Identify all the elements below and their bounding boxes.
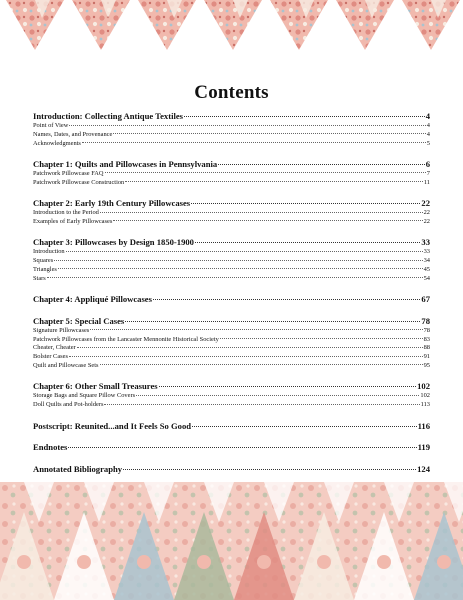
toc-entry-page: 102 [417,381,430,392]
toc-entry-title: Postscript: Reunited...and It Feels So Good [33,420,192,431]
dot-leader [220,338,423,339]
toc-entry [33,442,430,453]
toc-subentry-title: Bolster Cases [33,353,68,361]
toc-subentry [33,131,430,140]
quilt-border-top [0,0,463,58]
toc-subentry-page: 11 [423,178,430,186]
toc-subentry-page: 54 [423,274,430,282]
toc-section [33,159,430,188]
toc-subentry [33,209,430,218]
toc-entry [33,294,430,305]
dot-leader [69,125,425,126]
quilt-flower [257,555,271,569]
toc-entry-title: Introduction: Collecting Antique Textiles [33,111,184,121]
toc-subentry-title: Patchwork Pillowcases from the Lancaster Mennonite Historical Society [33,335,219,343]
dot-leader [47,277,423,278]
toc-subentry-page: 7 [426,169,430,177]
toc-subentry-title: Examples of Early Pillowcases [33,217,113,225]
quilt-flower [377,555,391,569]
toc-subentry-page: 22 [423,217,430,225]
toc-subentry-page: 34 [423,257,430,265]
dot-leader [58,268,423,269]
toc-section [33,464,430,475]
toc-entry-page: 119 [417,442,430,453]
quilt-border-bottom [0,482,463,600]
dot-leader [105,172,426,173]
toc-subentry-title: Doll Quilts and Pot-holders [33,401,104,409]
toc-subentry [33,344,430,353]
dot-leader [82,142,426,143]
toc-subentry [33,392,430,401]
dot-leader [136,395,419,396]
toc-subentry-page: 33 [423,248,430,256]
toc-entry-title: Chapter 2: Early 19th Century Pillowcases [33,198,191,209]
quilt-flower [17,555,31,569]
toc-entry-title: Chapter 5: Special Cases [33,315,125,326]
toc-subentry-page: 102 [420,392,430,400]
dot-leader [123,469,416,470]
toc-subentry-title: Squares [33,257,54,265]
page-title: Contents [194,82,269,103]
toc-subentry-title: Patchwork Pillowcase FAQ [33,169,104,177]
toc-subentry [33,218,430,227]
toc-subentry [33,248,430,257]
dot-leader [184,116,425,117]
toc-subentry [33,266,430,275]
toc-subentry [33,257,430,266]
toc-entry-title: Chapter 4: Appliqué Pillowcases [33,294,152,305]
dot-leader [100,364,423,365]
toc-entry [33,381,430,392]
dot-leader [125,181,423,182]
toc-subentry-title: Stars [33,274,46,282]
toc-entry [33,316,430,327]
toc-subentry-title: Introduction [33,248,65,256]
toc-section [33,111,430,148]
toc-subentry-title: Names, Dates, and Provenance [33,130,113,138]
dot-leader [113,133,425,134]
dot-leader [113,220,422,221]
toc-entry-page: 78 [421,315,430,326]
quilt-flower [317,555,331,569]
toc-entry [33,464,430,475]
toc-entry-page: 22 [421,198,430,209]
toc-subentry [33,170,430,179]
toc-subentry-page: 83 [423,335,430,343]
toc-subentry-page: 5 [426,139,430,147]
toc-subentry-page: 91 [423,353,430,361]
dot-leader [191,203,420,204]
toc-section [33,381,430,410]
toc-subentry [33,275,430,284]
toc-subentry [33,362,430,371]
toc-subentry-title: Introduction to the Period [33,209,99,217]
toc-subentry-page: 113 [420,401,430,409]
toc-entry-page: 124 [417,463,430,474]
quilt-flower [137,555,151,569]
toc-subentry [33,327,430,336]
toc-subentry [33,401,430,410]
toc-subentry-title: Quilt and Pillowcase Sets [33,361,99,369]
dot-leader [195,242,420,243]
dot-leader [54,260,422,261]
dot-leader [104,404,419,405]
toc-subentry-page: 45 [423,265,430,273]
toc-entry-title: Annotated Bibliography [33,463,123,474]
toc-section [33,442,430,453]
quilt-flower [77,555,91,569]
toc-subentry-title: Triangles [33,265,57,273]
dot-leader [68,447,416,448]
toc-subentry [33,140,430,149]
toc-subentry-title: Cheater, Cheater [33,344,76,352]
toc-subentry-title: Patchwork Pillowcase Construction [33,178,125,186]
dot-leader [218,164,425,165]
toc-subentry-page: 4 [426,130,430,138]
toc-subentry [33,353,430,362]
toc-subentry-title: Acknowledgments [33,139,81,147]
toc-entry [33,421,430,432]
toc-entry-page: 67 [421,294,430,305]
toc-subentry-page: 78 [423,326,430,334]
dot-leader [66,251,423,252]
toc-entry [33,159,430,170]
toc-subentry-title: Point of View [33,122,69,129]
toc-subentry-title: Signature Pillowcases [33,326,90,334]
toc-section [33,294,430,305]
toc-section [33,316,430,371]
dot-leader [100,212,423,213]
dot-leader [153,299,420,300]
toc-subentry-page: 22 [423,209,430,217]
toc-section [33,198,430,227]
dot-leader [90,329,422,330]
toc-entry-title: Chapter 3: Pillowcases by Design 1850-1900 [33,237,194,248]
toc-entry [33,237,430,248]
toc-subentry [33,179,430,188]
toc-entry [33,111,430,122]
toc-entry-page: 4 [425,111,430,121]
toc-subentry [33,122,430,131]
toc-entry-title: Endnotes [33,442,68,453]
toc-entry-page: 33 [421,237,430,248]
toc-subentry-page: 4 [426,122,430,129]
dot-leader [77,347,423,348]
toc-subentry-title: Storage Bags and Square Pillow Covers [33,392,136,400]
quilt-flower [197,555,211,569]
table-of-contents [33,111,430,507]
toc-entry-title: Chapter 6: Other Small Treasures [33,381,158,392]
dot-leader [125,321,420,322]
toc-subentry-page: 88 [423,344,430,352]
dot-leader [69,356,423,357]
toc-entry-title: Chapter 1: Quilts and Pillowcases in Pennsylvania [33,158,218,169]
toc-entry [33,198,430,209]
toc-entry-page: 6 [425,158,430,169]
quilt-flower [437,555,451,569]
toc-entry-page: 116 [417,420,430,431]
dot-leader [192,426,417,427]
toc-subentry [33,336,430,345]
toc-section [33,237,430,283]
toc-section [33,421,430,432]
toc-subentry-page: 95 [423,361,430,369]
dot-leader [159,386,417,387]
